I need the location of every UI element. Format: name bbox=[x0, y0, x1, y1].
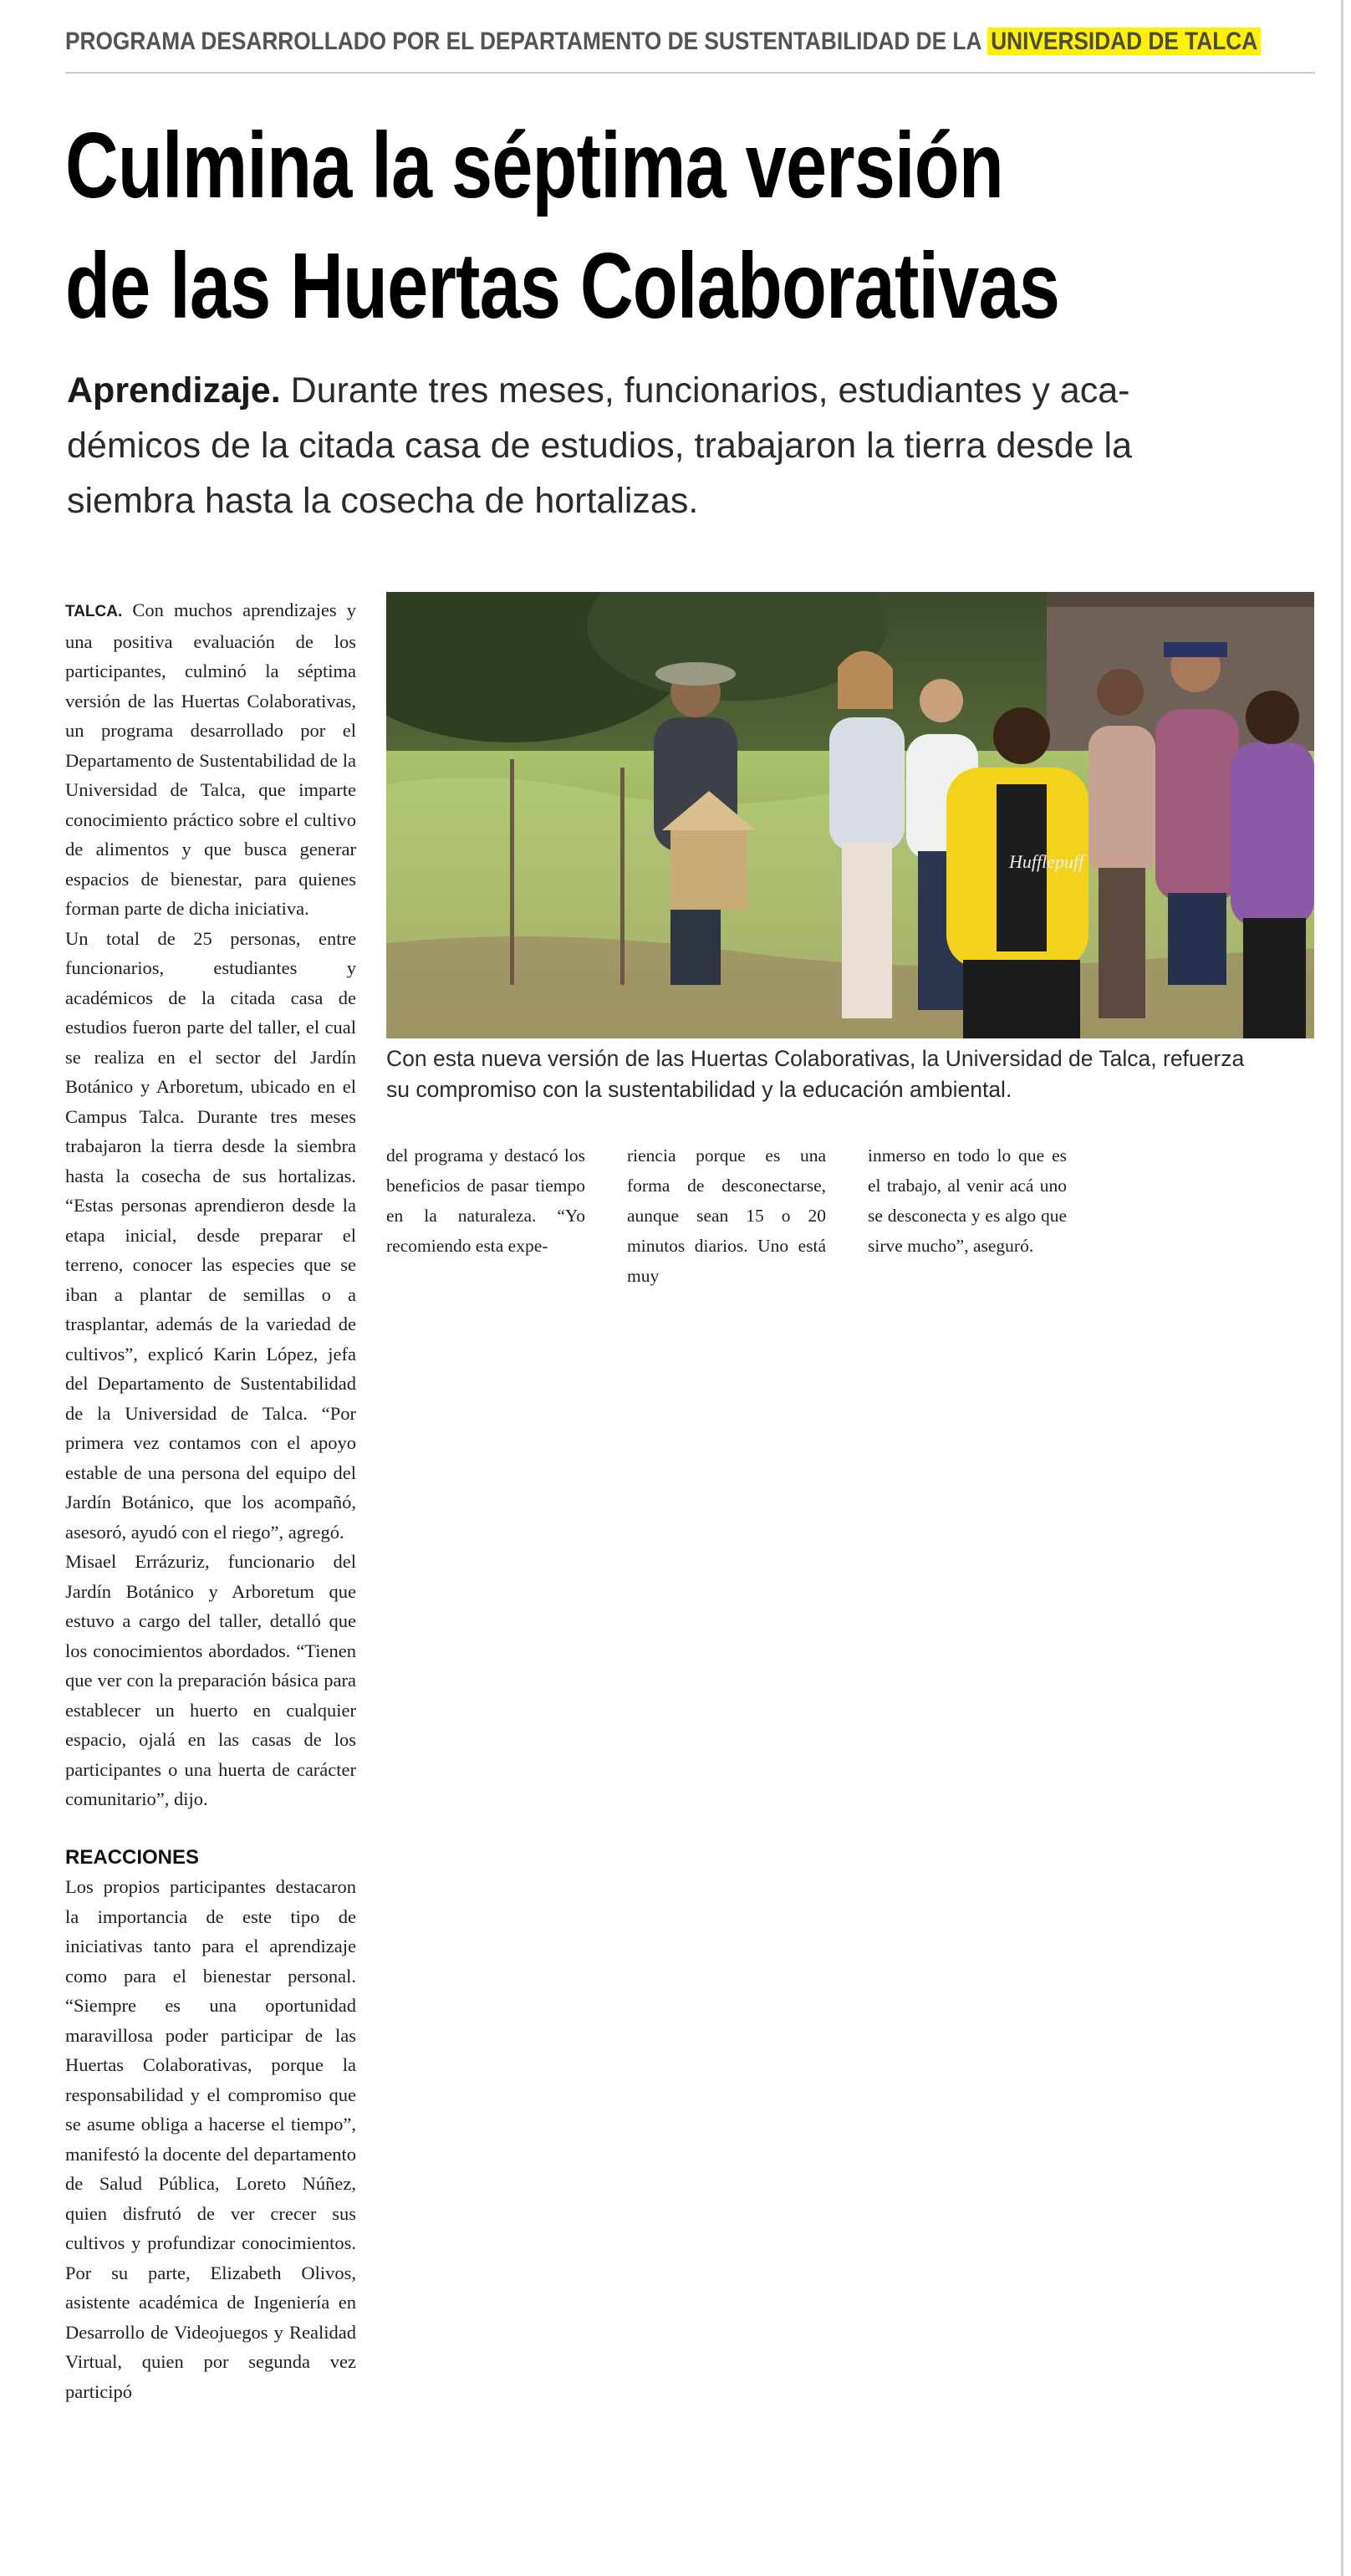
paragraph-1-text: Con muchos aprendizajes y una positiva evaluación de los participantes, culminó la séptima versión de las Huertas Colaborativas, un programa desarrollado por el Departamento de Sustentabilidad de la Universidad de Talca, que imparte conocimiento práctico sobre el cultivo de alimentos y que busca generar espacios de bienestar, para quienes forman parte de dicha iniciativa. bbox=[65, 599, 356, 919]
column-4-text: inmerso en todo lo que es el trabajo, al venir acá uno se desconecta y es algo que sirve mucho”, aseguró. bbox=[868, 1145, 1067, 1256]
kicker-text: PROGRAMA DESARROLLADO POR EL DEPARTAMENTO DE SUSTENTABILIDAD DE LA bbox=[65, 28, 981, 55]
paragraph-4: Los propios participantes destacaron la importancia de este tipo de iniciativas tanto para el aprendizaje como para el bienestar personal. “Siempre es una oportunidad maravillosa poder participar de las Huertas Colaborativas, porque la responsabilidad y el compromiso que se asume obliga a hacerse el tiempo”, manifestó la docente del departamento de Salud Pública, Loreto Núñez, quien disfrutó de ver crecer sus cultivos y profundizar conocimientos. Por su parte, Elizabeth Olivos, asistente académica de Ingeniería en Desarrollo de Videojuegos y Realidad Virtual, quien por segunda vez participó bbox=[65, 1876, 356, 2402]
headline bbox=[65, 105, 1196, 346]
jacket-text: Hufflepuff bbox=[1009, 851, 1084, 872]
caption-line-1: Con esta nueva versión de las Huertas Colaborativas, la Universidad de Talca, refuerza bbox=[386, 1046, 1245, 1071]
body-column-4 bbox=[868, 1140, 1067, 1261]
page-edge-line bbox=[1341, 0, 1343, 2576]
kicker bbox=[65, 23, 1262, 60]
headline-line-1: Culmina la séptima versión bbox=[65, 114, 1003, 217]
body-column-1 bbox=[65, 595, 356, 2406]
body-column-3 bbox=[627, 1140, 826, 1291]
subhead: REACCIONES bbox=[65, 1845, 200, 1869]
photo-caption bbox=[386, 1043, 1323, 1105]
kicker-highlight: UNIVERSIDAD DE TALCA bbox=[987, 28, 1262, 55]
deck-line-2: démicos de la citada casa de estudios, trabajaron la tierra desde la bbox=[67, 426, 1133, 466]
headline-line-2: de las Huertas Colaborativas bbox=[65, 234, 1060, 338]
deck bbox=[67, 363, 1304, 528]
paragraph-2: Un total de 25 personas, entre funcionarios, estudiantes y académicos de la citada casa de estudios fueron parte del taller, el cual se realiza en el sector del Jardín Botánico y Arboretum, ubicado en el Campus Talca. Durante tres meses trabajaron la tierra desde la siembra hasta la cosecha de sus hortalizas. “Estas personas aprendieron desde la etapa inicial, desde preparar el terreno, conocer las especies que se iban a plantar de semillas o a trasplantar, además de la variedad de cultivos”, explicó Karin López, jefa del Departamento de Sustentabilidad de la Universidad de Talca. “Por primera vez contamos con el apoyo estable de una persona del equipo del Jardín Botánico, que los acompañó, asesoró, ayudó con el riego”, agregó. bbox=[65, 927, 356, 1543]
deck-line-1 bbox=[67, 363, 1304, 418]
article-photo bbox=[386, 592, 1314, 1038]
paragraph-1 bbox=[65, 595, 356, 924]
caption-line-2: su compromiso con la sustentabilidad y la educación ambiental. bbox=[386, 1077, 1012, 1102]
body-column-2 bbox=[386, 1140, 585, 1261]
column-3-text: riencia porque es una forma de desconectarse, aunque sean 15 o 20 minutos diarios. Uno está muy bbox=[627, 1145, 826, 1286]
deck-line-3: siembra hasta la cosecha de hortalizas. bbox=[67, 481, 699, 521]
paragraph-3: Misael Errázuriz, funcionario del Jardín Botánico y Arboretum que estuvo a cargo del taller, detalló que los conocimientos abordados. “Tienen que ver con la preparación básica para establecer un huerto en cualquier espacio, ojalá en las casas de los participantes o una huerta de carácter comunitario”, dijo. bbox=[65, 1551, 356, 1809]
header-rule bbox=[65, 72, 1315, 74]
column-2-text: del programa y destacó los beneficios de pasar tiempo en la naturaleza. “Yo recomiendo esta expe- bbox=[386, 1145, 585, 1256]
dateline: TALCA. bbox=[65, 603, 123, 620]
deck-lead: Aprendizaje. bbox=[67, 370, 281, 411]
group-photo-garden-icon bbox=[386, 592, 1314, 1038]
deck-line-1-text: Durante tres meses, funcionarios, estudiantes y aca- bbox=[280, 370, 1130, 411]
